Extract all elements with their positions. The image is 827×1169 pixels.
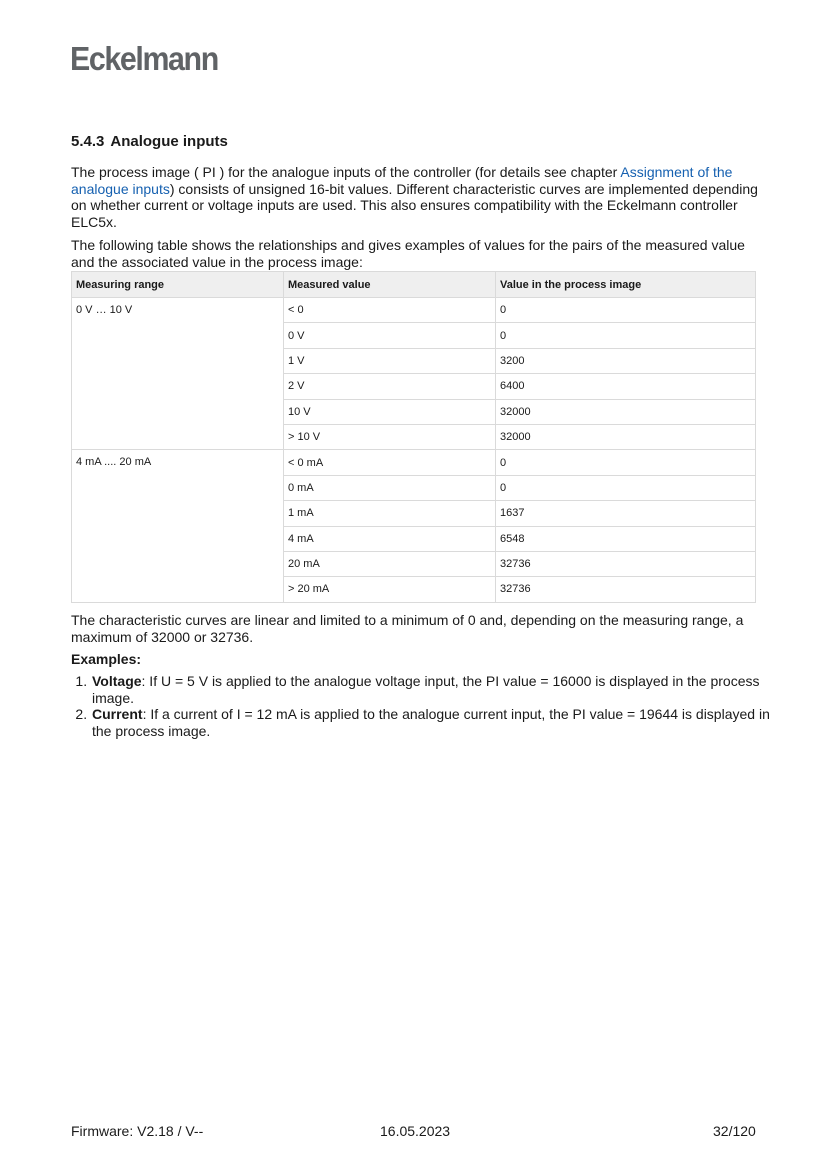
footer-page-number: 32/120 [713,1123,756,1139]
example-text: : If a current of I = 12 mA is applied to the analogue current input, the PI value = 19644 is displayed in the process image. [92,706,770,739]
intro-paragraph [71,164,761,230]
section-number: 5.4.3 [71,133,105,150]
examples-title: Examples: [71,651,142,667]
assignment-link[interactable]: Assignment of the analogue inputs [71,164,733,197]
example-text: : If U = 5 V is applied to the analogue voltage input, the PI value = 16000 is displayed in the process image. [92,673,760,706]
eckelmann-logo: Eckelmann [70,40,218,77]
measured-value-cell: 0 V [284,323,496,348]
measured-value-cell: 0 mA [284,475,496,500]
examples-list [71,673,781,739]
process-image-value-cell: 6548 [496,526,756,551]
measured-value-cell: 1 V [284,348,496,373]
section-heading [71,133,234,150]
measured-value-cell: < 0 [284,298,496,323]
table-row [72,298,756,323]
measured-value-cell: 4 mA [284,526,496,551]
process-image-value-cell: 32000 [496,424,756,449]
process-image-value-cell: 32736 [496,551,756,576]
example-label: Voltage [92,673,142,689]
example-item [91,706,781,739]
process-image-value-cell: 3200 [496,348,756,373]
process-image-value-cell: 0 [496,323,756,348]
measured-value-cell: < 0 mA [284,450,496,475]
measured-value-cell: 1 mA [284,501,496,526]
table-row [72,450,756,475]
analogue-values-table [71,271,756,603]
process-image-value-cell: 6400 [496,374,756,399]
curves-paragraph: The characteristic curves are linear and limited to a minimum of 0 and, depending on the measuring range, a maximum of 32000 or 32736. [71,612,744,645]
section-title: Analogue inputs [110,133,228,150]
process-image-value-cell: 32000 [496,399,756,424]
measured-value-cell: 20 mA [284,551,496,576]
measured-value-cell: > 10 V [284,424,496,449]
footer-date: 16.05.2023 [380,1123,451,1139]
footer-firmware: Firmware: V2.18 / V-- [71,1123,204,1139]
measuring-range-cell: 0 V … 10 V [72,298,284,450]
measured-value-cell: > 20 mA [284,577,496,602]
process-image-value-cell: 0 [496,450,756,475]
intro-text-end: ) consists of unsigned 16-bit values. Different characteristic curves are implemented depending on whether current or voltage inputs are used. This also ensures compatibility with the Eckelmann controller ELC5x. [71,180,758,230]
measured-value-cell: 10 V [284,399,496,424]
process-image-value-cell: 1637 [496,501,756,526]
measured-value-cell: 2 V [284,374,496,399]
example-label: Current [92,706,143,722]
process-image-value-cell: 0 [496,298,756,323]
column-header: Value in the process image [496,272,756,298]
example-item [91,673,781,706]
column-header: Measuring range [72,272,284,298]
intro-text: The process image ( PI ) for the analogue inputs of the controller (for details see chapter [71,164,621,180]
table-intro: The following table shows the relationships and gives examples of values for the pairs of the measured value and the associated value in the process image: [71,237,745,270]
process-image-value-cell: 0 [496,475,756,500]
measuring-range-cell: 4 mA .... 20 mA [72,450,284,602]
process-image-value-cell: 32736 [496,577,756,602]
column-header: Measured value [284,272,496,298]
